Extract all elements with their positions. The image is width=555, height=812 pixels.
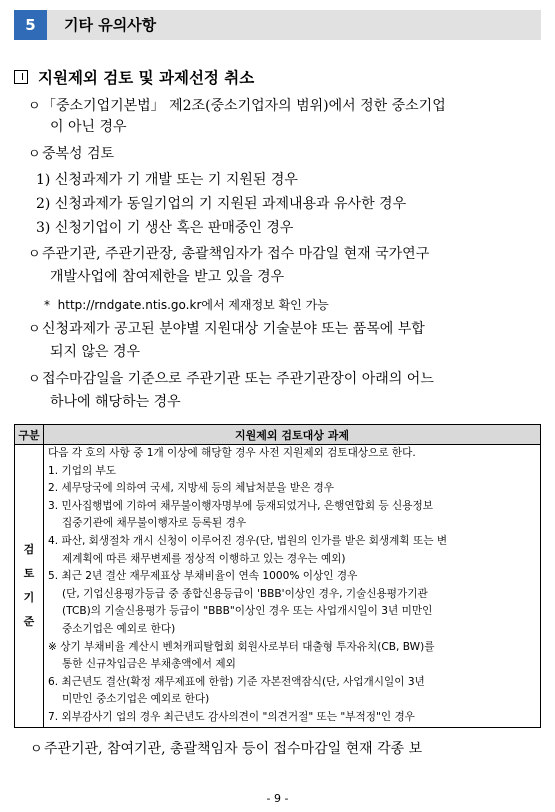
list-item-continuation: 되지 않은 경우 bbox=[50, 344, 141, 360]
criteria-line: ※ 상기 부채비율 계산시 벤처캐피탈협회 회원사로부터 대출형 투자유치(CB, BW)를 bbox=[48, 640, 435, 653]
note-line bbox=[44, 296, 329, 314]
criteria-line: 1. 기업의 부도 bbox=[48, 464, 117, 477]
list-item-continuation: 하나에 해당하는 경우 bbox=[50, 394, 181, 410]
table-row bbox=[15, 445, 541, 728]
section-number-badge: 5 bbox=[14, 10, 47, 40]
subsection-title bbox=[14, 69, 254, 87]
criteria-line: 2. 세무당국에 의하여 국세, 지방세 등의 체납처분을 받은 경우 bbox=[48, 482, 335, 495]
note-text: 에서 제재정보 확인 가능 bbox=[201, 298, 329, 312]
criteria-line: 4. 파산, 회생절차 개시 신청이 이루어진 경우(단, 법원의 인가를 받은 회생계획 또는 변 bbox=[48, 534, 448, 547]
list-item-continuation: 개발사업에 참여제한을 받고 있을 경우 bbox=[50, 269, 285, 285]
list-item: ㅇ중복성 검토 bbox=[28, 146, 115, 162]
list-item: ㅇ주관기관, 참여기관, 총괄책임자 등이 접수마감일 현재 각종 보 bbox=[30, 741, 423, 757]
section-header bbox=[14, 10, 541, 40]
criteria-line: 집중기관에 채무불이행자로 등록된 경우 bbox=[62, 517, 247, 530]
sub-list-item: 1) 신청과제가 기 개발 또는 기 지원된 경우 bbox=[36, 172, 298, 188]
criteria-line: 7. 외부감사기 업의 경우 최근년도 감사의견이 "의견거절" 또는 "부적정"인 경우 bbox=[48, 710, 415, 723]
table-header-category: 구분 bbox=[15, 425, 44, 445]
page-number: - 9 - bbox=[266, 792, 289, 805]
criteria-line: 중소기업은 예외로 한다) bbox=[62, 622, 176, 635]
list-item: ㅇ「중소기업기본법」 제2조(중소기업자의 범위)에서 정한 중소기업 bbox=[28, 98, 446, 114]
criteria-line: 3. 민사집행법에 기하여 채무불이행자명부에 등재되었거나, 은행연합회 등 신용정보 bbox=[48, 499, 433, 512]
subsection-title-text: 지원제외 검토 및 과제선정 취소 bbox=[38, 69, 255, 87]
table-category-cell: 검 토 기 준 bbox=[15, 445, 44, 728]
criteria-line: 통한 신규차입금은 부채총액에서 제외 bbox=[62, 658, 236, 671]
note-mark: * bbox=[44, 298, 50, 312]
sub-list-item: 2) 신청과제가 동일기업의 기 지원된 과제내용과 유사한 경우 bbox=[36, 196, 407, 212]
criteria-line: 5. 최근 2년 결산 재무제표상 부채비율이 연속 1000% 이상인 경우 bbox=[48, 570, 358, 583]
criteria-line: 미만인 중소기업은 예외로 한다) bbox=[62, 693, 210, 706]
table-header-row bbox=[15, 425, 541, 445]
list-item: ㅇ주관기관, 주관기관장, 총괄책임자가 접수 마감일 현재 국가연구 bbox=[28, 246, 430, 262]
criteria-line: 6. 최근년도 결산(확정 재무제표에 한함) 기준 자본전액잠식(단, 사업개시일이 3년 bbox=[48, 675, 425, 688]
criteria-line: (TCB)의 기술신용평가 등급이 "BBB"이상인 경우 또는 사업개시일이 3년 미만인 bbox=[62, 605, 433, 618]
list-item: ㅇ신청과제가 공고된 분야별 지원대상 기술분야 또는 품목에 부합 bbox=[28, 321, 425, 337]
exclusion-criteria-table bbox=[14, 424, 541, 728]
list-item-continuation: 이 아닌 경우 bbox=[50, 119, 127, 135]
list-item: ㅇ접수마감일을 기준으로 주관기관 또는 주관기관장이 아래의 어느 bbox=[28, 371, 434, 387]
ntis-link[interactable]: http://rndgate.ntis.go.kr bbox=[57, 298, 202, 312]
table-header-content: 지원제외 검토대상 과제 bbox=[44, 425, 541, 445]
criteria-line: 다음 각 호의 사항 중 1개 이상에 해당할 경우 사전 지원제외 검토대상으로 한다. bbox=[48, 447, 416, 459]
table-content-cell bbox=[44, 445, 541, 728]
checkbox-square-icon bbox=[14, 70, 28, 84]
sub-list-item: 3) 신청기업이 기 생산 혹은 판매중인 경우 bbox=[36, 220, 294, 236]
section-header-title: 기타 유의사항 bbox=[64, 16, 157, 34]
criteria-line: 제계획에 따른 채무변제를 정상적 이행하고 있는 경우는 예외) bbox=[62, 552, 346, 565]
criteria-line: (단, 기업신용평가등급 중 종합신용등급이 'BBB'이상인 경우, 기술신용평가기관 bbox=[62, 587, 428, 600]
